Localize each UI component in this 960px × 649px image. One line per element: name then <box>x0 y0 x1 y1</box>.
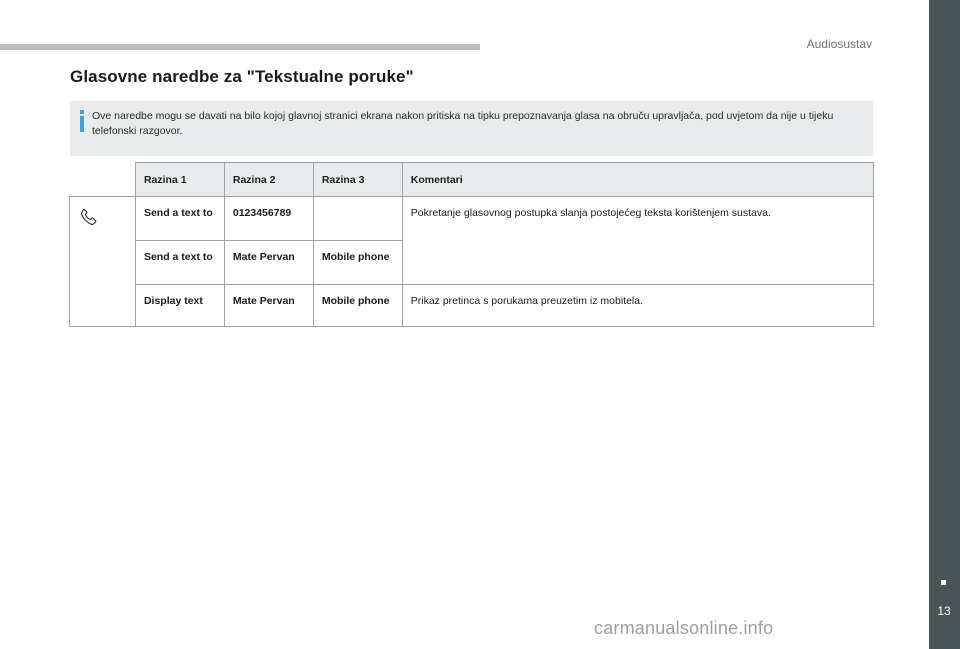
table-header-blank <box>70 163 136 197</box>
info-icon <box>78 110 86 132</box>
page-marker <box>941 580 946 585</box>
watermark: carmanualsonline.info <box>594 618 774 638</box>
table-row <box>70 285 874 327</box>
side-band <box>929 0 960 649</box>
page-number: 13 <box>937 604 951 618</box>
column-header: Razina 2 <box>224 163 313 197</box>
info-text: Ove naredbe mogu se davati na bilo kojoj glavnoj stranici ekrana nakon pritiska na tipku prepoznavanja glasa na obruču upravljača, pod uvjetom da nije u tijeku telefonski razgovor. <box>92 110 834 137</box>
phone-handset-icon <box>78 206 100 228</box>
cell-comment: Prikaz pretinca s porukama preuzetim iz mobitela. <box>402 285 873 327</box>
cell-level3: Mobile phone <box>313 241 402 285</box>
column-header: Razina 1 <box>135 163 224 197</box>
section-label: Audiosustav <box>806 37 872 51</box>
cell-level2: Mate Pervan <box>224 285 313 327</box>
cell-comment: Pokretanje glasovnog postupka slanja postojećeg teksta korištenjem sustava. <box>402 197 873 285</box>
voice-commands-table <box>69 162 874 327</box>
header-rule <box>0 44 480 50</box>
table-row <box>70 197 874 241</box>
table-header-row <box>70 163 874 197</box>
cell-level3 <box>313 197 402 241</box>
page-title: Glasovne naredbe za "Tekstualne poruke" <box>70 67 414 86</box>
cell-level1: Display text <box>135 285 224 327</box>
icon-cell <box>70 197 136 327</box>
cell-level1: Send a text to <box>135 241 224 285</box>
column-header: Komentari <box>402 163 873 197</box>
cell-level3: Mobile phone <box>313 285 402 327</box>
cell-level1: Send a text to <box>135 197 224 241</box>
column-header: Razina 3 <box>313 163 402 197</box>
cell-level2: 0123456789 <box>224 197 313 241</box>
info-box <box>70 101 873 156</box>
cell-level2: Mate Pervan <box>224 241 313 285</box>
